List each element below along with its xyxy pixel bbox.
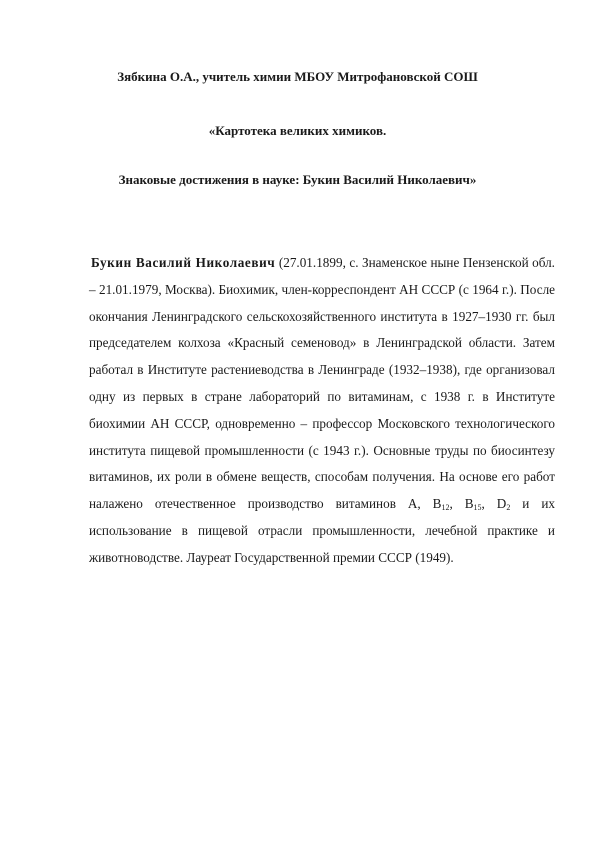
vitamin-subscript-12: 12 xyxy=(441,503,450,513)
vitamin-separator-1: , В xyxy=(449,496,474,512)
biography-text-part1: (27.01.1899, с. Знаменское ныне Пензенской обл. – 21.01.1979, Москва). Биохимик, член-корреспондент АН СССР (с 1964 г.). После окончания Ленинградского сельскохозяйственного института в 1927–1930 гг. был председателем колхоза «Красный семеновод» в Ленинградской области. Затем работал в Институте растениеводства в Ленинграде (1932–1938), где организовал одну из первых в стране лабораторий по витаминам, с 1938 г. в Институте биохимии АН СССР, одновременно – профессор Московского технологического института пищевой промышленности (с 1943 г.). Основные труды по биосинтезу витаминов, их роли в обмене веществ, способам получения. На основе его работ налажено отечественное производство витаминов А, В xyxy=(89,255,555,512)
scientist-name: Букин Василий Николаевич xyxy=(91,255,276,270)
author-line: Зябкина О.А., учитель химии МБОУ Митрофановской СОШ xyxy=(117,69,478,84)
vitamin-subscript-2: 2 xyxy=(506,503,511,513)
biography-paragraph xyxy=(89,250,555,572)
biography-text-part2: и их использование в пищевой отрасли промышленности, лечебной практике и животноводстве. Лауреат Государственной премии СССР (1949). xyxy=(89,496,555,565)
vitamin-separator-2: , D xyxy=(481,496,507,512)
subtitle-line: Знаковые достижения в науке: Букин Василий Николаевич» xyxy=(118,172,477,187)
title-line: «Картотека великих химиков. xyxy=(208,123,387,138)
vitamin-subscript-15: 15 xyxy=(473,503,482,513)
